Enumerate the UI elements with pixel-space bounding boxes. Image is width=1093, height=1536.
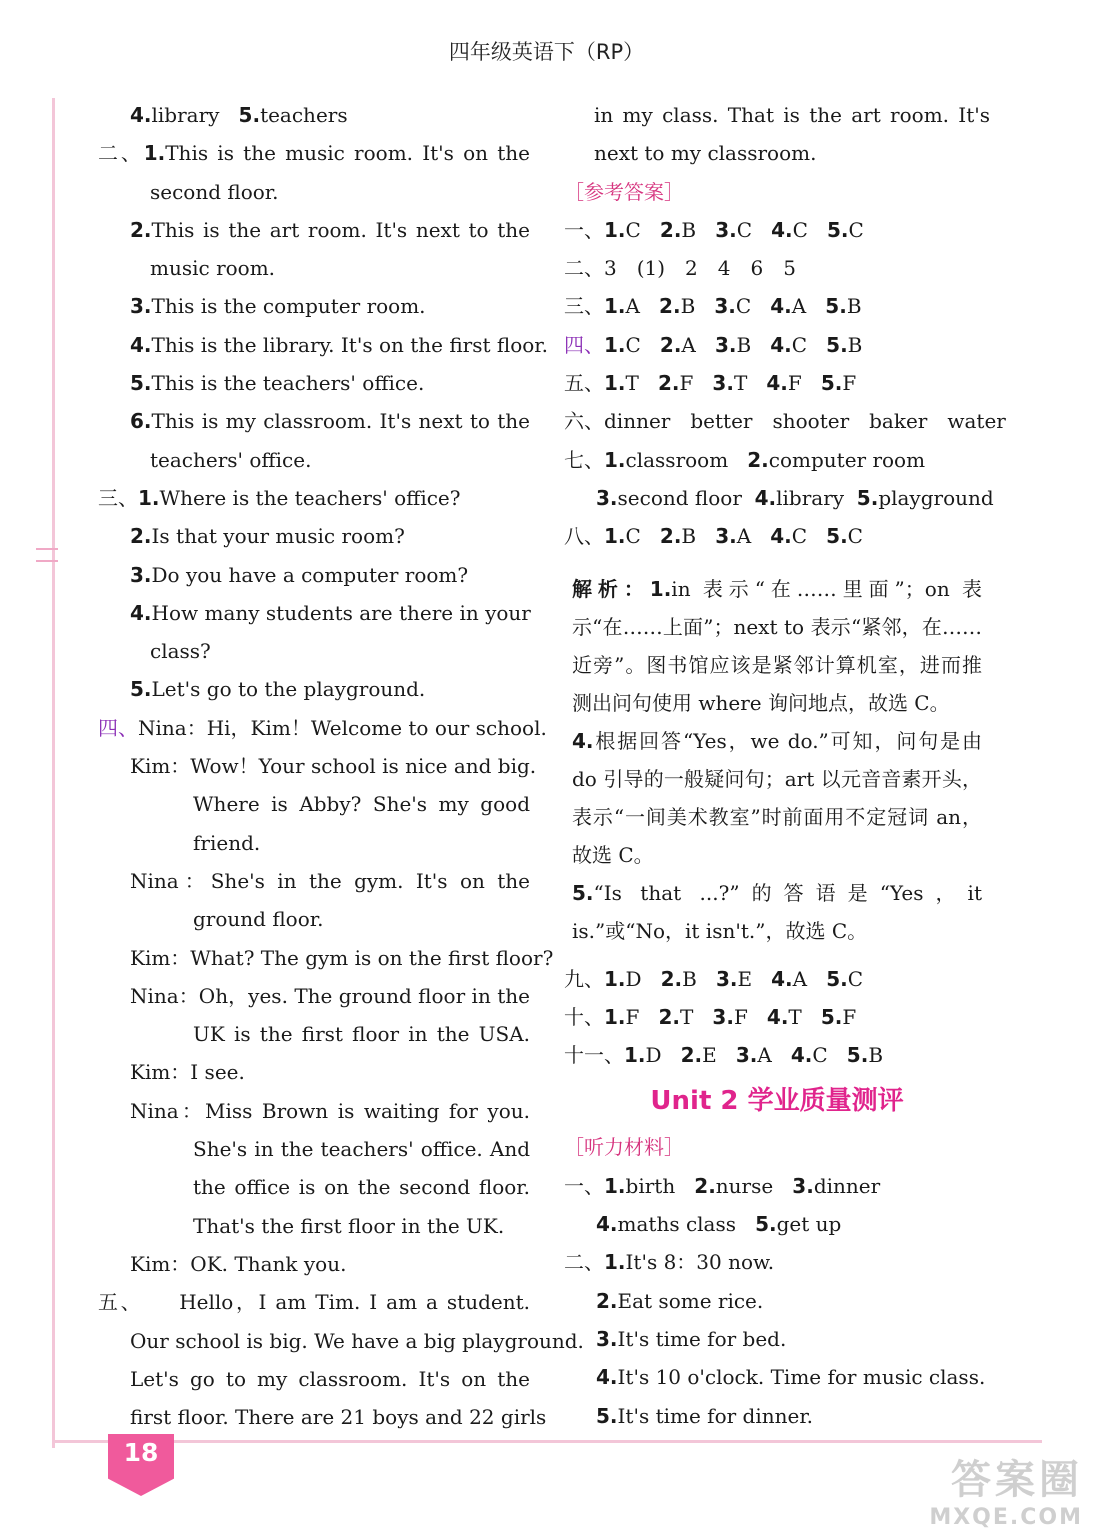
dialogue-line: Kim：I see. [130,1060,245,1085]
section-3-item-1: 三、1.Where is the teachers' office? [98,485,461,510]
dialogue-line: Nina：Oh，yes. The ground floor in the [130,983,530,1008]
listening-row-2-item: 3.It's time for bed. [596,1326,787,1351]
answer-row-1: 一、1.C 2.B 3.C 4.C 5.C [564,217,864,242]
margin-tick [36,548,58,550]
answer-row-7-cont: 3.second floor 4.library 5.playground [596,485,994,510]
answer-row-8: 八、1.C 2.B 3.A 4.C 5.C [564,524,863,549]
listening-row-2-item: 二、1.It's 8：30 now. [564,1250,775,1275]
listening-row-2-item: 2.Eat some rice. [596,1288,764,1313]
dialogue-line: She's in the teachers' office. And [193,1137,530,1162]
section-2-item-3: 3.This is the computer room. [130,294,426,319]
page-number: 18 [123,1438,159,1467]
section-3-item-2: 2.Is that your music room? [130,524,405,549]
dialogue-line: Nina：Miss Brown is waiting for you. [130,1098,530,1123]
answer-row-11: 十一、1.D 2.E 3.A 4.C 5.B [564,1043,884,1068]
section-3-item-4: 4.How many students are there in your [130,600,531,625]
passage-line: Let's go to my classroom. It's on the [130,1366,530,1391]
listening-row-2-item: 4.It's 10 o'clock. Time for music class. [596,1365,986,1390]
section-2-item-4: 4.This is the library. It's on the first floor. [130,332,549,357]
answer-line: 4.library 5.teachers [130,103,348,127]
passage-line: Our school is big. We have a big playground. [130,1328,584,1353]
passage-line: first floor. There are 21 boys and 22 girls [130,1405,547,1430]
answer-row-7: 七、1.classroom 2.computer room [564,447,926,472]
dialogue-line: 四、Nina：Hi，Kim！Welcome to our school. [98,715,547,740]
answer-row-10: 十、1.F 2.T 3.F 4.T 5.F [564,1004,857,1029]
page-header: 四年级英语下（RP） [448,40,645,64]
listening-row-2-item: 5.It's time for dinner. [596,1403,814,1428]
answer-row-6: 六、dinner better shooter baker water [564,409,1006,434]
answer-row-9: 九、1.D 2.B 3.E 4.A 5.C [564,966,864,991]
dialogue-line: UK is the first floor in the USA. [193,1022,530,1047]
site-watermark: 答案圈 MXQE.COM [929,1457,1083,1530]
section-2-item-6-cont: teachers' office. [150,447,312,472]
dialogue-line: friend. [193,830,261,855]
answer-row-3: 三、1.A 2.B 3.C 4.A 5.B [564,294,862,319]
answer-key-label: ［参考答案］ [564,179,684,204]
left-column [98,96,584,1436]
dialogue-line: ground floor. [193,907,324,932]
dialogue-line: Kim：Wow！Your school is nice and big. [130,754,537,779]
right-column [564,96,1006,1435]
section-3-item-5: 5.Let's go to the playground. [130,677,426,702]
dialogue-line: Nina：She's in the gym. It's on the [130,868,530,893]
passage-line: in my class. That is the art room. It's [594,103,990,127]
margin-tick [36,560,58,562]
listening-material-label: ［听力材料］ [564,1135,684,1160]
footer-rule [52,1440,1042,1443]
analysis-paragraph: 5.“Is that ...?”的答语是“Yes，it is.”或“No，it isn't.”，故选 C。 [572,880,982,943]
section-2-item-2-cont: music room. [150,256,276,281]
section-2-item-1: 二、1.This is the music room. It's on the [98,141,531,166]
answer-row-2: 二、3 (1) 2 4 6 5 [564,256,796,281]
answer-row-4: 四、1.C 2.A 3.B 4.C 5.B [564,332,863,357]
section-3-item-4-cont: class? [150,639,211,664]
section-2-item-6: 6.This is my classroom. It's next to the [130,409,530,434]
analysis-paragraph: 解析：1.in 表示“在……里面”；on 表示“在……上面”；next to 表示“紧邻，在……近旁”。图书馆应该是紧邻计算机室，进而推测出问句使用 where 询问地点，故选 C。 [572,576,982,715]
dialogue-line: Where is Abby? She's my good [193,792,530,817]
answer-row-5: 五、1.T 2.F 3.T 4.F 5.F [564,371,857,396]
left-margin-rule [52,98,55,1448]
dialogue-line: Kim：OK. Thank you. [130,1251,347,1276]
unit-section-title: Unit 2 学业质量测评 [650,1086,904,1117]
section-2-item-1-cont: second floor. [150,179,279,204]
passage-line: 五、 Hello，I am Tim. I am a student. [98,1290,530,1315]
passage-line: next to my classroom. [594,141,817,166]
section-3-item-3: 3.Do you have a computer room? [130,562,469,587]
section-2-item-5: 5.This is the teachers' office. [130,371,425,396]
dialogue-line: That's the first floor in the UK. [193,1213,505,1238]
dialogue-line: the office is on the second floor. [193,1175,530,1200]
listening-row-1-cont: 4.maths class 5.get up [596,1212,842,1237]
analysis-block [564,570,990,950]
section-2-item-2: 2.This is the art room. It's next to the [130,217,530,242]
analysis-paragraph: 4.根据回答“Yes，we do.”可知，问句是由 do 引导的一般疑问句；art 以元音音素开头，表示“一间美术教室”时前面用不定冠词 an，故选 C。 [572,728,982,867]
listening-row-1: 一、1.birth 2.nurse 3.dinner [564,1173,881,1198]
dialogue-line: Kim：What? The gym is on the first floor? [130,945,554,970]
